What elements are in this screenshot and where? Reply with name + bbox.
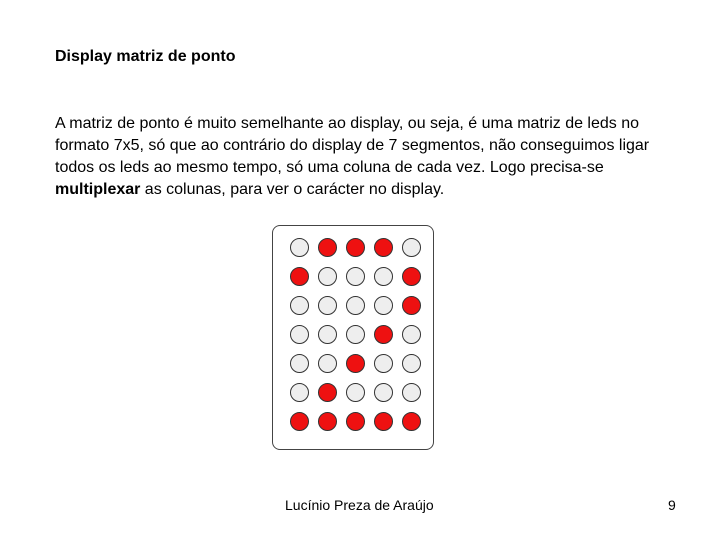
led-off bbox=[374, 383, 393, 402]
led-off bbox=[346, 325, 365, 344]
led-on bbox=[402, 296, 421, 315]
led-on bbox=[402, 412, 421, 431]
led-off bbox=[402, 238, 421, 257]
slide-title: Display matriz de ponto bbox=[55, 48, 236, 65]
led-on bbox=[374, 412, 393, 431]
footer-author: Lucínio Preza de Araújo bbox=[285, 497, 434, 513]
led-off bbox=[290, 238, 309, 257]
led-on bbox=[290, 412, 309, 431]
led-on bbox=[346, 354, 365, 373]
led-on bbox=[374, 325, 393, 344]
led-off bbox=[402, 325, 421, 344]
page-number: 9 bbox=[668, 497, 676, 513]
led-off bbox=[346, 296, 365, 315]
led-off bbox=[402, 354, 421, 373]
led-on bbox=[374, 238, 393, 257]
led-off bbox=[346, 383, 365, 402]
led-off bbox=[346, 267, 365, 286]
led-on bbox=[318, 412, 337, 431]
led-on bbox=[290, 267, 309, 286]
paragraph-bold-term: multiplexar bbox=[55, 181, 141, 198]
led-off bbox=[318, 354, 337, 373]
led-on bbox=[346, 238, 365, 257]
led-off bbox=[374, 267, 393, 286]
body-paragraph bbox=[55, 113, 675, 201]
led-off bbox=[318, 325, 337, 344]
led-off bbox=[290, 354, 309, 373]
dot-matrix-display bbox=[272, 225, 434, 450]
led-off bbox=[374, 296, 393, 315]
led-on bbox=[402, 267, 421, 286]
led-on bbox=[318, 383, 337, 402]
led-off bbox=[318, 267, 337, 286]
led-on bbox=[346, 412, 365, 431]
led-off bbox=[318, 296, 337, 315]
paragraph-text-end: as colunas, para ver o carácter no display. bbox=[140, 181, 445, 198]
led-on bbox=[318, 238, 337, 257]
led-off bbox=[290, 325, 309, 344]
led-off bbox=[290, 383, 309, 402]
paragraph-text-start: A matriz de ponto é muito semelhante ao display, ou seja, é uma matriz de leds no formato 7x5, só que ao contrário do display de 7 segmentos, não conseguimos ligar todos os leds ao mesmo tempo, só uma coluna de cada vez. Logo precisa-se bbox=[55, 115, 650, 176]
led-off bbox=[402, 383, 421, 402]
led-off bbox=[374, 354, 393, 373]
led-off bbox=[290, 296, 309, 315]
